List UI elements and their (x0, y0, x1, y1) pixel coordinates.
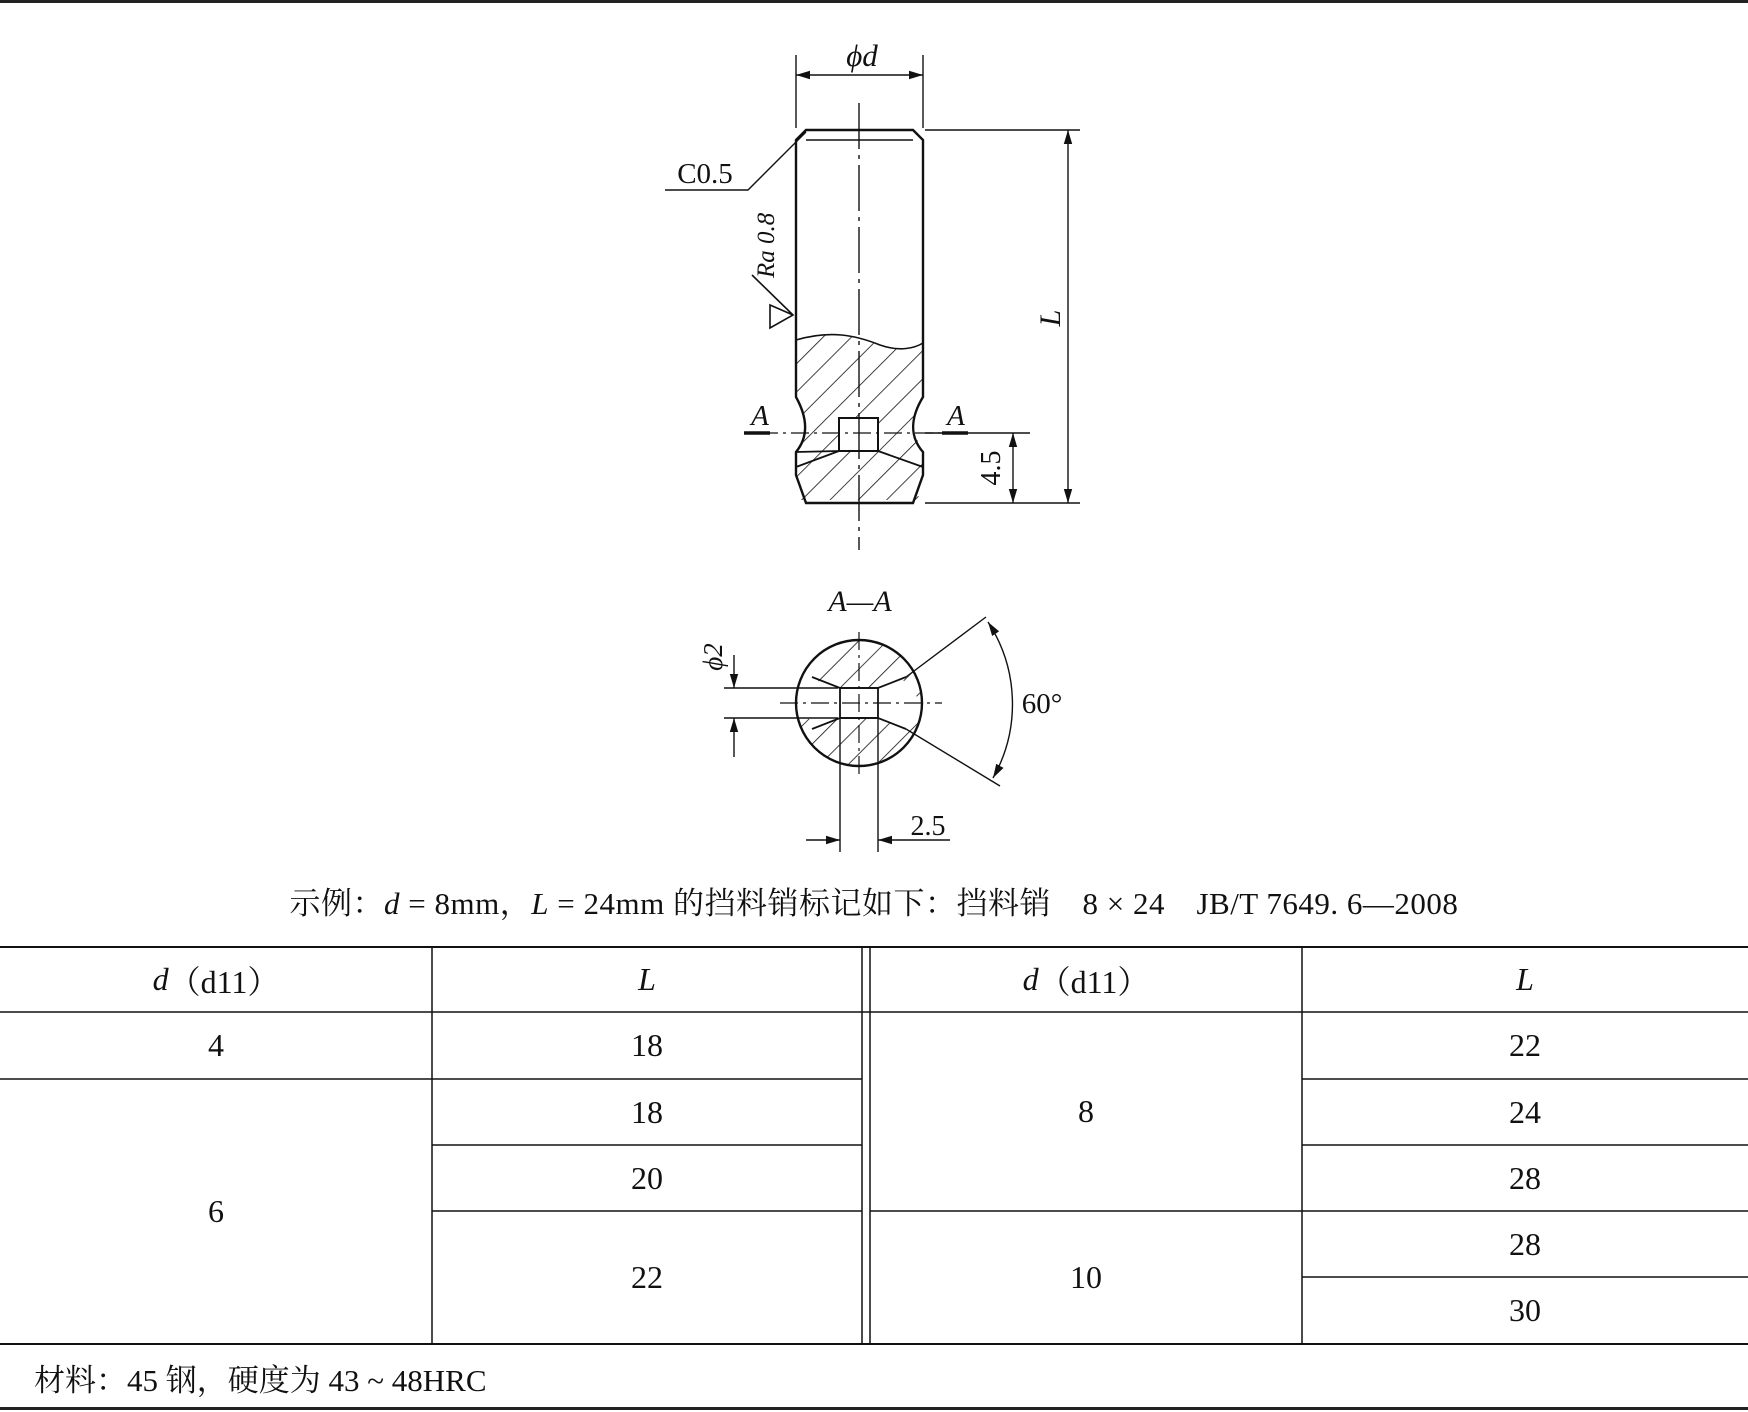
table-cell-d: 6 (208, 1193, 224, 1229)
section-title: A—A (828, 585, 892, 618)
table-cell-L: 22 (631, 1259, 663, 1295)
label-hole: ϕ2 (698, 643, 728, 671)
table-cell-L: 28 (1509, 1225, 1541, 1262)
material-note: 材料：45 钢，硬度为 43 ~ 48HRC (34, 1363, 487, 1398)
roughness-symbol (752, 275, 793, 328)
marking-example: 示例：d = 8mm，L = 24mm 的挡料销标记如下：挡料销 8 × 24 JB/T 7649. 6—2008 (289, 886, 1459, 921)
table-cell-d: 10 (1070, 1259, 1102, 1295)
table-cell-d: 8 (1078, 1093, 1094, 1129)
dimension-table (0, 946, 1748, 1346)
header-right-L: L (1516, 961, 1534, 997)
table-cell-L: 28 (1509, 1159, 1541, 1196)
header-left-d: d （d11） (152, 961, 280, 1000)
table-cell-d: 4 (208, 1027, 224, 1063)
table-cell-L: 30 (1509, 1292, 1541, 1328)
table-cell-L: 22 (1509, 1027, 1541, 1063)
table-cell-L: 18 (631, 1027, 663, 1063)
table-cell-L: 20 (631, 1159, 663, 1196)
header-left-L: L (638, 961, 656, 997)
label-angle: 60° (1021, 688, 1063, 720)
label-height: 4.5 (976, 450, 1007, 486)
table-cell-L: 24 (1509, 1093, 1541, 1130)
label-section-left: A (751, 400, 769, 432)
label-width: 2.5 (910, 811, 946, 842)
label-section-right: A (947, 400, 965, 432)
table-cell-L: 18 (631, 1093, 663, 1130)
header-right-d: d （d11） (1022, 961, 1150, 1000)
bottom-rule (0, 1407, 1748, 1410)
label-length: L (1034, 309, 1067, 327)
label-chamfer: C0.5 (677, 158, 733, 190)
label-roughness: Ra 0.8 (753, 212, 780, 278)
label-diameter: ϕd (846, 38, 878, 73)
